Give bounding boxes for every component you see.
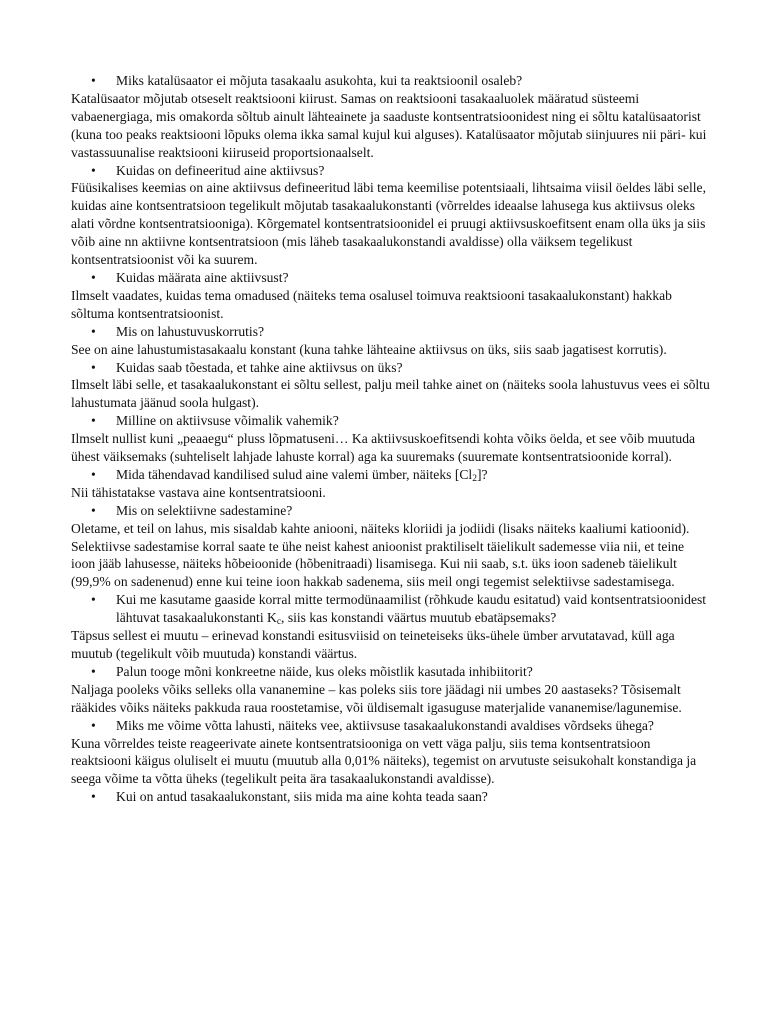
bullet-icon: • <box>91 323 96 339</box>
document-page <box>71 72 711 806</box>
bullet-icon: • <box>91 592 96 608</box>
question-6 <box>71 412 711 430</box>
bullet-icon: • <box>91 789 96 805</box>
question-1 <box>71 72 711 90</box>
bullet-icon: • <box>91 73 96 88</box>
question-text-part: ]? <box>476 466 488 482</box>
question-4 <box>71 323 711 341</box>
question-text: Milline on aktiivsuse võimalik vahemik? <box>116 413 339 429</box>
answer-5: Ilmselt läbi selle, et tasakaalukonstant ei sõltu sellest, palju meil tahke ainet on (näiteks soola lahustuvus vees ei sõltu lahustumata jäänud soola hulgast). <box>71 377 710 411</box>
constant-subscript: c <box>276 617 282 628</box>
answer-10: Naljaga pooleks võiks selleks olla vananemine – kas poleks siis tore jäädagi nii umbes 20 aastaseks? Tõsisemalt rääkides võiks näiteks pakkuda raua roostetamise, või üldisemalt igasuguse materjalide vananemise/lagunemise. <box>71 681 682 715</box>
bullet-icon: • <box>91 359 96 375</box>
question-text: Kui on antud tasakaalukonstant, siis mida ma aine kohta teada saan? <box>116 789 488 805</box>
question-text-part: Mida tähendavad kandilised sulud aine valemi ümber, näiteks [Cl <box>116 466 473 482</box>
answer-7: Nii tähistatakse vastava aine kontsentratsiooni. <box>71 484 326 500</box>
question-text: Miks katalüsaator ei mõjuta tasakaalu asukohta, kui ta reaktsioonil osaleb? <box>116 73 523 88</box>
bullet-icon: • <box>91 269 96 285</box>
question-7 <box>71 466 711 484</box>
answer-11: Kuna võrreldes teiste reageerivate ainete kontsentratsiooniga on vett väga palju, siis tema kontsentratsioon reaktsiooni käigus oluliselt ei muutu (muutub alla 0,01% näiteks), tegemist on arvutuste seisukohalt konstandiga ja seega võime ta võtta üheks (tegelikult peita ära tasakaalukonstandi avaldisse). <box>71 735 697 787</box>
bullet-icon: • <box>91 162 96 178</box>
question-text <box>116 467 488 482</box>
answer-9: Täpsus sellest ei muutu – erinevad konstandi esitusviisid on teineteiseks üks-ühele ümber arvutatavad, küll aga muutub (tegelikult võib muutuda) konstandi väärtus. <box>71 628 675 661</box>
question-text: Kuidas on defineeritud aine aktiivsus? <box>116 162 325 178</box>
answer-4: See on aine lahustumistasakaalu konstant (kuna tahke lähteaine aktiivsus on üks, siis saab jagatisest korrutis). <box>71 341 667 357</box>
question-12 <box>71 788 711 806</box>
bullet-icon: • <box>91 717 96 733</box>
question-text: Mis on selektiivne sadestamine? <box>116 502 293 518</box>
bullet-icon: • <box>91 466 96 482</box>
question-10 <box>71 663 711 681</box>
question-text-part: , siis kas konstandi väärtus muutub ebatäpsemaks? <box>281 610 557 626</box>
question-text <box>116 592 707 628</box>
chemical-subscript: 2 <box>472 473 477 484</box>
answer-6: Ilmselt nullist kuni „peaaegu“ pluss lõpmatuseni… Ka aktiivsuskoefitsendi kohta võiks öelda, et see võib muutuda ühest väiksemaks (suhteliselt lahjade lahuste korral) aga ka suuremaks (suuremate kontsentratsioonide korral). <box>71 431 696 465</box>
question-text-part: Kui me kasutame gaaside korral mitte termodünaamilist (rõhkude kaudu esitatud) vaid kontsentratsioonidest lähtuvat tasakaalukonstanti K <box>116 592 707 626</box>
answer-8: Oletame, et teil on lahus, mis sisaldab kahte aniooni, näiteks kloriidi ja jodiidi (lisaks näiteks kaaliumi katioonid). Selektiivse sadestamise korral saate te ühe neist kahest anioonist praktiliselt täielikult sademesse viia nii, et teine ioon jääb lahusesse, näiteks hõbeioonide (hõbenitraadi) lisamisega. Kui nii saab, s.t. üks ioon sadeneb täielikult (99,9% on sadenenud) enne kui teine ioon hakkab sadenema, siis meil ongi tegemist selektiivse sadestamisega. <box>71 520 690 590</box>
question-text: Kuidas saab tõestada, et tahke aine aktiivsus on üks? <box>116 359 403 375</box>
bullet-icon: • <box>91 663 96 679</box>
question-11 <box>71 717 711 735</box>
question-9 <box>71 591 711 627</box>
question-2 <box>71 162 711 180</box>
bullet-icon: • <box>91 502 96 518</box>
question-3 <box>71 269 711 287</box>
question-text: Miks me võime võtta lahusti, näiteks vee, aktiivsuse tasakaalukonstandi avaldises võrdseks ühega? <box>116 717 654 733</box>
answer-1: Katalüsaator mõjutab otseselt reaktsiooni kiirust. Samas on reaktsiooni tasakaaluolek määratud süsteemi vabaenergiaga, mis omakorda sõltub ainult lähteainete ja saaduste kontsentratsioonidest ning ei sõltu katalüsaatorist (kuna too peaks reaktsiooni lõpuks olema ikka samal kujul kui alguses). Katalüsaator mõjutab siinjuures nii päri- kui vastassuunalise reaktsiooni kiiruseid proportsionaalselt. <box>71 90 707 160</box>
question-text: Palun tooge mõni konkreetne näide, kus oleks mõistlik kasutada inhibiitorit? <box>116 663 533 679</box>
answer-2: Füüsikalises keemias on aine aktiivsus defineeritud läbi tema keemilise potentsiaali, lihtsaima viisil öeldes läbi selle, kuidas aine kontsentratsioon tegelikult mõjutab tasakaalukonstanti (võrreldes ideaalse lahusega kus aktiivsus oleks alati võrdne kontsentratsiooniga). Kõrgematel kontsentratsioonidel ei pruugi aktiivsuskoefitsent enam olla üks ja siis võib aine nn aktiivne kontsentratsioon (mis läheb tasakaalukonstandi avaldisse) olla väiksem tegelikust kontsentratsioonist või ka suurem. <box>71 180 706 268</box>
question-text: Kuidas määrata aine aktiivsust? <box>116 269 289 285</box>
bullet-icon: • <box>91 413 96 429</box>
question-5 <box>71 359 711 377</box>
question-8 <box>71 502 711 520</box>
answer-3: Ilmselt vaadates, kuidas tema omadused (näiteks tema osalusel toimuva reaktsiooni tasakaalukonstant) hakkab sõltuma kontsentratsioonist. <box>71 287 672 321</box>
question-text: Mis on lahustuvuskorrutis? <box>116 323 265 339</box>
